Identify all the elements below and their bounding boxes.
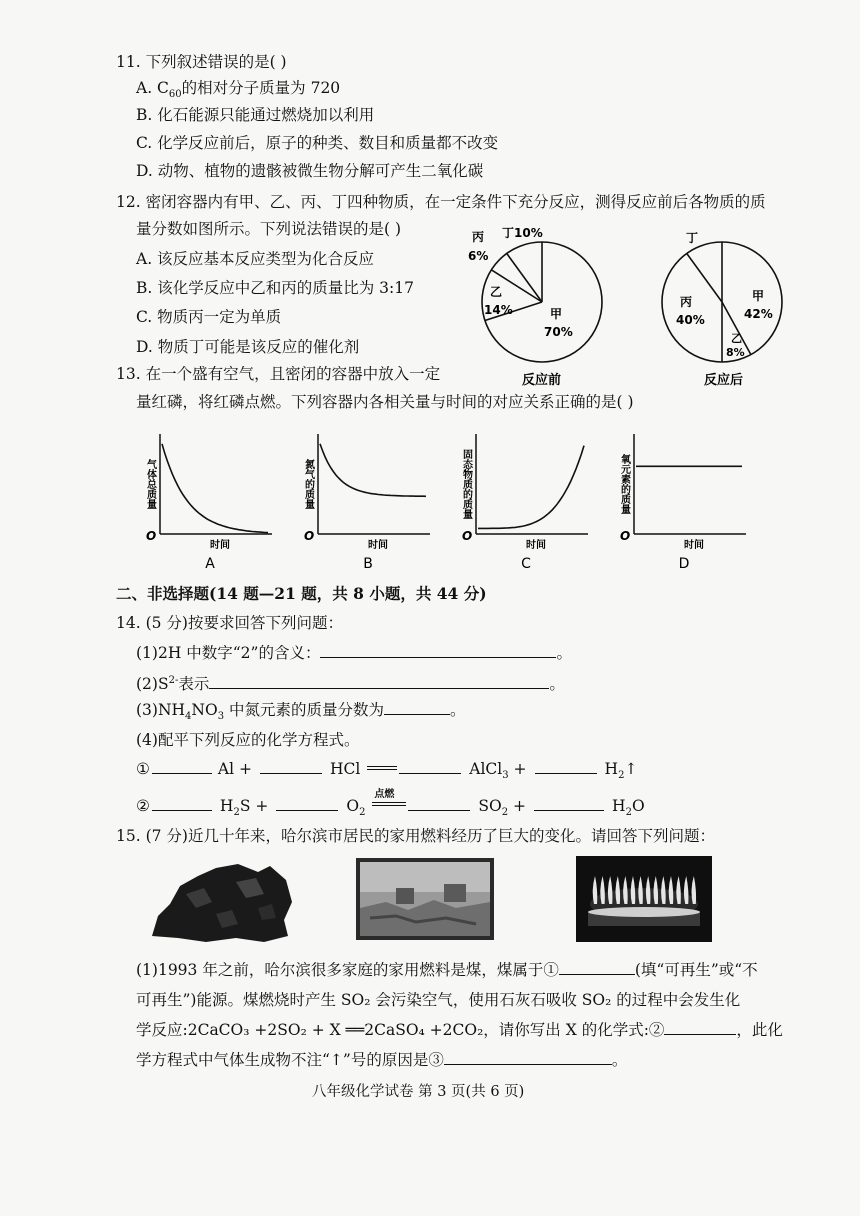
pie-after-jia-label: 甲	[752, 289, 765, 303]
pie-before-ding-label: 丁10%	[502, 226, 543, 240]
graph-origin: O	[620, 529, 631, 543]
graph-ylabel: 固态物质的质量	[460, 449, 472, 519]
pie-after-caption: 反应后	[704, 373, 744, 388]
pie-before-yi-pct: 14%	[484, 303, 513, 317]
eq1-equals-sign	[367, 766, 397, 770]
pie-before-bing-label: 丙	[472, 230, 485, 244]
q15-blank-2[interactable]	[664, 1020, 736, 1035]
eq1-coef-alcl3-blank[interactable]	[399, 759, 461, 774]
eq1-coef-hcl-blank[interactable]	[260, 759, 322, 774]
graph-xlabel: 时间	[526, 540, 546, 551]
pie-after-bing-label: 丙	[680, 295, 693, 309]
section-2-heading: 二、非选择题(14 题—21 题，共 8 小题，共 44 分)	[116, 584, 487, 603]
graph-xlabel: 时间	[210, 540, 230, 551]
line-graphs	[130, 424, 750, 574]
eq2-condition-sign: 点燃	[372, 797, 406, 811]
q15-blank-1[interactable]	[559, 960, 635, 975]
q11-option-a: A. $C_{60}$的相对分子质量为 720	[136, 79, 341, 101]
graph-xlabel: 时间	[368, 540, 388, 551]
q14-equation-1: ① Al + HCl AlCl$_3$ + $H_2↑$	[136, 760, 638, 782]
graph-ylabel: 氮气的质量	[302, 459, 314, 509]
gas-stove-flame-photo	[576, 856, 712, 942]
q15-blank-3[interactable]	[444, 1050, 612, 1065]
pie-after-yi-pct: 8%	[726, 346, 745, 359]
graph-curve	[478, 446, 584, 529]
graph-curve	[162, 444, 268, 533]
q15-part1-line4: 学方程式中气体生成物不注“↑”号的原因是③ 。	[136, 1051, 628, 1069]
pie-after-yi-label: 乙	[731, 332, 742, 345]
graph-option-letter: D	[678, 556, 690, 572]
pie-after-bing-pct: 40%	[676, 313, 705, 327]
graph-option-letter: C	[521, 556, 531, 572]
eq2-coef-o2-blank[interactable]	[276, 796, 338, 811]
pie-after-ding-label: 丁	[686, 231, 699, 245]
q14-part2: $(2)S^{2-}$表示 。	[136, 675, 565, 694]
eq2-coef-so2-blank[interactable]	[408, 796, 470, 811]
q12-option-a: A. 该反应基本反应类型为化合反应	[136, 250, 375, 268]
graph-option-letter: A	[205, 556, 215, 572]
q11-option-c: C. 化学反应前后，原子的种类、数目和质量都不改变	[136, 134, 499, 152]
q11-option-b: B. 化石能源只能通过燃烧加以利用	[136, 106, 375, 124]
pie-before	[482, 242, 602, 362]
pie-after-jia-pct: 42%	[744, 307, 773, 321]
eq1-coef-al-blank[interactable]	[152, 759, 212, 774]
q14-part2-answer-blank[interactable]	[209, 674, 549, 689]
q14-part3: $(3)NH_4NO_3$ 中氮元素的质量分数为 。	[136, 701, 466, 723]
q11-option-d: D. 动物、植物的遗骸被微生物分解可产生二氧化碳	[136, 162, 484, 180]
pie-charts	[460, 222, 790, 392]
eq1-coef-h2-blank[interactable]	[535, 759, 597, 774]
q15-part1-line2: 可再生”)能源。煤燃烧时产生 SO₂ 会污染空气，使用石灰石吸收 SO₂ 的过程中会发生化	[136, 991, 741, 1009]
q12-stem-line2: 量分数如图所示。下列说法错误的是( )	[136, 220, 402, 238]
pie-before-caption: 反应前	[522, 373, 562, 388]
q12-stem-line1: 12. 密闭容器内有甲、乙、丙、丁四种物质，在一定条件下充分反应，测得反应前后各物质的质	[116, 193, 766, 211]
q12-option-c: C. 物质丙一定为单质	[136, 308, 282, 326]
q12-option-d: D. 物质丁可能是该反应的催化剂	[136, 338, 360, 356]
pie-after-slice-edge	[687, 253, 722, 302]
graph-d	[619, 434, 747, 572]
q14-part4: (4)配平下列反应的化学方程式。	[136, 731, 360, 749]
page-footer: 八年级化学试卷 第 3 页(共 6 页)	[312, 1084, 525, 1100]
eq2-coef-h2o-blank[interactable]	[534, 796, 604, 811]
q14-part3-answer-blank[interactable]	[384, 700, 450, 715]
q13-stem-line1: 13. 在一个盛有空气，且密闭的容器中放入一定	[116, 365, 441, 383]
graph-b	[303, 434, 431, 572]
q15-stem: 15. (7 分)近几十年来，哈尔滨市居民的家用燃料经历了巨大的变化。请回答下列问题：	[116, 827, 715, 845]
q15-part1-line3: 学反应:2CaCO₃ +2SO₂ + X ══2CaSO₄ +2CO₂，请你写出 X 的化学式:② ，此化	[136, 1021, 783, 1039]
q14-stem: 14. (5 分)按要求回答下列问题：	[116, 614, 343, 632]
q13-stem-line2: 量红磷，将红磷点燃。下列容器内各相关量与时间的对应关系正确的是( )	[136, 393, 634, 411]
graph-ylabel: 气体总质量	[144, 459, 156, 509]
q11-stem: 11. 下列叙述错误的是( )	[116, 53, 287, 71]
graph-origin: O	[304, 529, 315, 543]
graph-xlabel: 时间	[684, 540, 704, 551]
q14-equation-2: ② $H_2S + O_2$ 点燃 $SO_2 + H_2O$	[136, 789, 645, 819]
graph-a	[145, 434, 273, 572]
coal-photo	[146, 858, 296, 944]
pie-before-jia-label: 甲	[550, 307, 563, 321]
graph-ylabel: 氧元素的质量	[618, 454, 630, 514]
pie-before-slice-edge	[507, 253, 542, 302]
pie-before-yi-label: 乙	[490, 285, 503, 299]
graph-curve	[320, 444, 426, 497]
pie-before-jia-pct: 70%	[544, 325, 573, 339]
q14-part1: (1)2H 中数字“2”的含义： 。	[136, 644, 572, 662]
pie-before-bing-pct: 6%	[468, 249, 489, 263]
graph-option-letter: B	[363, 556, 373, 572]
q15-part1-line1: (1)1993 年之前，哈尔滨很多家庭的家用燃料是煤，煤属于① (填“可再生”或“不	[136, 961, 758, 979]
graph-origin: O	[146, 529, 157, 543]
graph-c	[461, 434, 589, 572]
eq2-coef-h2s-blank[interactable]	[152, 796, 212, 811]
q14-part1-answer-blank[interactable]	[320, 643, 556, 658]
gas-facility-photo	[356, 858, 494, 940]
q12-option-b: B. 该化学反应中乙和丙的质量比为 3:17	[136, 279, 414, 297]
graph-origin: O	[462, 529, 473, 543]
